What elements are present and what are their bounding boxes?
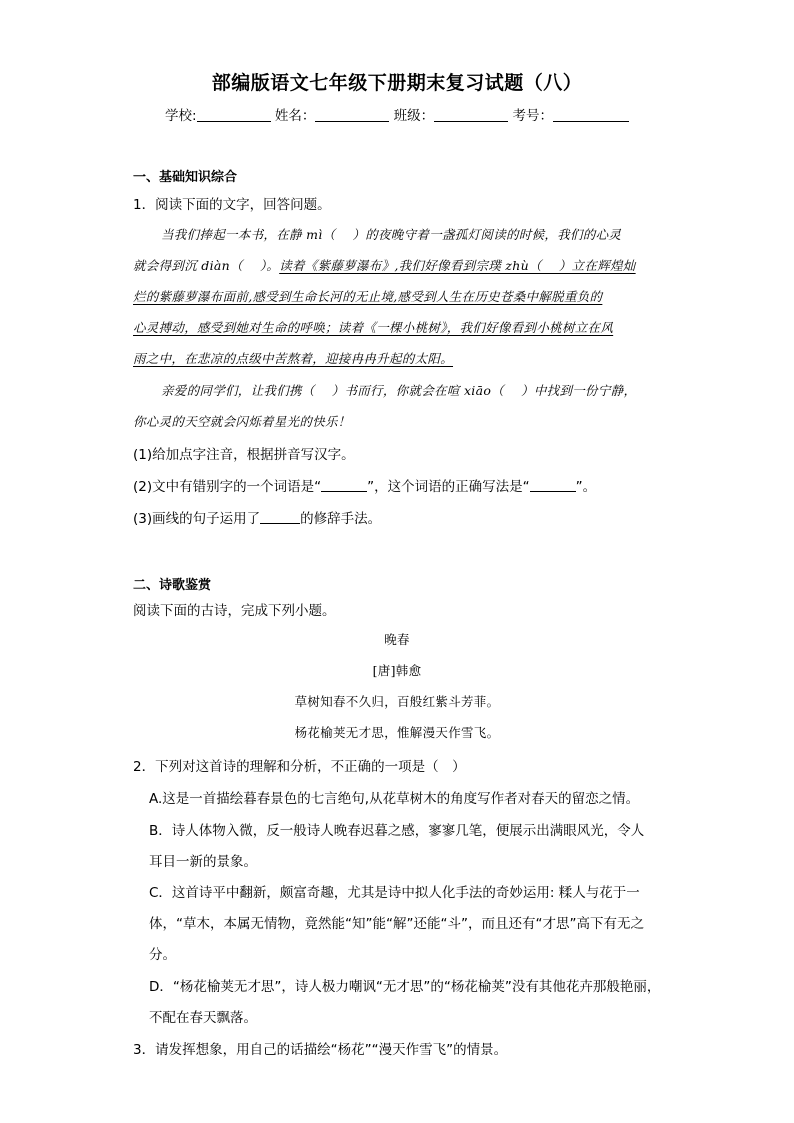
option-c-line-1[interactable]: C．这首诗平中翻新，颇富奇趣，尤其是诗中拟人化手法的奇妙运用: 糅人与花于一 [149, 885, 640, 901]
sub-question-1: (1)给加点字注音，根据拼音写汉字。 [133, 447, 355, 463]
poem-line-1: 草树知春不久归，百般红紫斗芳菲。 [294, 694, 500, 709]
answer-blank-rhetoric[interactable] [260, 511, 300, 524]
poem-intro: 阅读下面的古诗，完成下列小题。 [133, 603, 336, 619]
passage-line-4: 心灵搏动，感受到她对生命的呼唤；读着《一棵小桃树》，我们好像看到小桃树立在风 [133, 320, 614, 335]
sub-question-2 [133, 475, 596, 495]
section1-heading: 一、基础知识综合 [133, 170, 238, 185]
class-label: 班级： [393, 108, 435, 124]
passage-line-5: 雨之中，在悲凉的点级中苦熬着，迎接冉冉升起的太阳。 [133, 351, 454, 366]
name-blank[interactable] [315, 107, 389, 122]
sub3-text-b: 的修辞手法。 [300, 511, 382, 527]
passage-line-2 [133, 256, 636, 274]
option-b-line-1[interactable]: B．诗人体物入微，反一般诗人晚春迟暮之感，寥寥几笔，便展示出满眼风光，令人 [149, 823, 645, 839]
section2-heading: 二、诗歌鉴赏 [133, 578, 212, 593]
question-2: 2．下列对这首诗的理解和分析，不正确的一项是（ ） [133, 759, 466, 775]
option-a[interactable]: A.这是一首描绘暮春景色的七言绝句,从花草树木的角度写作者对春天的留恋之情。 [149, 791, 640, 807]
passage2-line-2: 你心灵的天空就会闪烁着星光的快乐！ [133, 414, 351, 429]
student-info-row [0, 104, 794, 124]
option-d-line-2[interactable]: 不配在春天飘落。 [149, 1010, 257, 1026]
class-blank[interactable] [434, 107, 508, 122]
school-blank[interactable] [197, 107, 271, 122]
passage-line-3: 烂的紫藤萝瀑布面前,感受到生命长河的无止境,感受到人生在历史苍桑中解脱重负的 [133, 289, 603, 304]
exam-no-label: 考号： [512, 108, 553, 124]
sub3-text-a: (3)画线的句子运用了 [133, 511, 261, 527]
poem-title: 晚春 [384, 632, 410, 647]
passage-line-2b: 读着《紫藤萝瀑布》,我们好像看到宗璞 zhù（ ）立在辉煌灿 [279, 258, 636, 273]
passage-line-1: 当我们捧起一本书，在静 mì（ ）的夜晚守着一盏孤灯阅读的时候，我们的心灵 [161, 227, 622, 242]
page-title: 部编版语文七年级下册期末复习试题（八） [211, 72, 583, 94]
option-d-line-1[interactable]: D．“杨花榆荚无才思”，诗人极力嘲讽“无才思”的“杨花榆荚”没有其他花卉那般艳丽， [149, 979, 661, 995]
name-label: 姓名： [274, 108, 316, 124]
school-label: 学校: [165, 108, 197, 124]
passage-line-2a: 就会得到沉 diàn（ ）。 [133, 258, 280, 273]
exam-no-blank[interactable] [553, 107, 629, 122]
answer-blank-wrong-word[interactable] [321, 479, 367, 492]
option-c-line-2[interactable]: 体，“草木，本属无情物，竟然能“知”能“解”还能“斗”，而且还有“才思”高下有无之 [149, 916, 644, 932]
sub2-text-a: (2)文中有错别字的一个词语是“ [133, 479, 322, 495]
question-1: 1．阅读下面的文字，回答问题。 [133, 197, 331, 213]
answer-blank-correct-word[interactable] [530, 479, 576, 492]
sub-question-3 [133, 507, 381, 527]
poem-line-2: 杨花榆荚无才思，惟解漫天作雪飞。 [294, 725, 500, 740]
question-3: 3．请发挥想象，用自己的话描绘“杨花”“漫天作雪飞”的情景。 [133, 1042, 508, 1058]
option-c-line-3[interactable]: 分。 [149, 947, 176, 963]
passage2-line-1: 亲爱的同学们，让我们携（ ）书而行，你就会在喧 xiāo（ ）中找到一份宁静， [161, 383, 637, 398]
sub2-text-c: ”。 [575, 479, 597, 495]
option-b-line-2[interactable]: 耳目一新的景象。 [149, 854, 257, 870]
poem-author: [唐]韩愈 [372, 663, 422, 678]
sub2-text-b: ”，这个词语的正确写法是“ [367, 479, 530, 495]
